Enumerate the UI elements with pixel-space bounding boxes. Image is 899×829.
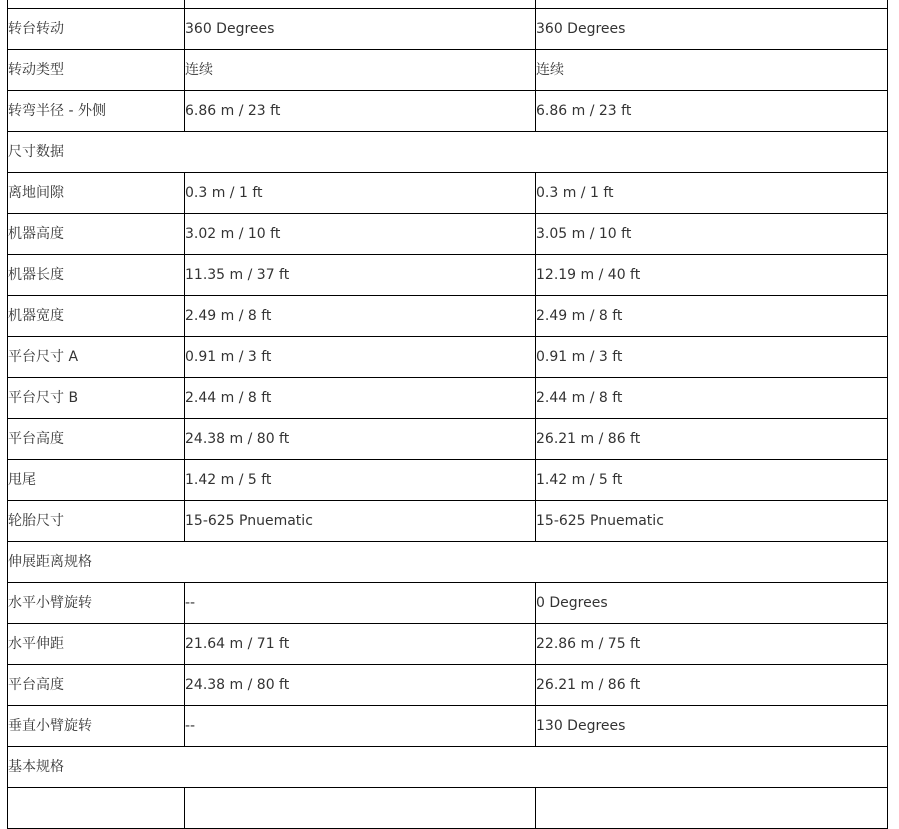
spec-label: 平台尺寸 B bbox=[8, 378, 185, 419]
section-header-row bbox=[8, 542, 888, 583]
spec-label: 水平小臂旋转 bbox=[8, 583, 185, 624]
spec-value-model-1: 24.38 m / 80 ft bbox=[185, 419, 536, 460]
spec-value-model-2: 0.91 m / 3 ft bbox=[536, 337, 888, 378]
spec-row bbox=[8, 583, 888, 624]
spec-value-model-1 bbox=[185, 0, 536, 9]
spec-value-model-2: 3.05 m / 10 ft bbox=[536, 214, 888, 255]
spec-value-model-1: 0.3 m / 1 ft bbox=[185, 173, 536, 214]
spec-label: 转动类型 bbox=[8, 50, 185, 91]
spec-value-model-2: 15-625 Pnuematic bbox=[536, 501, 888, 542]
spec-value-model-2: 6.86 m / 23 ft bbox=[536, 91, 888, 132]
spec-value-model-2: 连续 bbox=[536, 50, 888, 91]
spec-label bbox=[8, 788, 185, 829]
section-title: 尺寸数据 bbox=[8, 132, 888, 173]
section-title: 伸展距离规格 bbox=[8, 542, 888, 583]
spec-row bbox=[8, 460, 888, 501]
spec-value-model-1: 11.35 m / 37 ft bbox=[185, 255, 536, 296]
spec-value-model-1: 3.02 m / 10 ft bbox=[185, 214, 536, 255]
spec-row bbox=[8, 173, 888, 214]
spec-label: 轮胎尺寸 bbox=[8, 501, 185, 542]
spec-label: 平台高度 bbox=[8, 665, 185, 706]
spec-value-model-2: 0 Degrees bbox=[536, 583, 888, 624]
spec-row bbox=[8, 296, 888, 337]
spec-row bbox=[8, 788, 888, 829]
spec-value-model-1: 2.44 m / 8 ft bbox=[185, 378, 536, 419]
spec-row bbox=[8, 419, 888, 460]
spec-label: 离地间隙 bbox=[8, 173, 185, 214]
section-title: 基本规格 bbox=[8, 747, 888, 788]
spec-value-model-1: 360 Degrees bbox=[185, 9, 536, 50]
section-header-row bbox=[8, 132, 888, 173]
spec-value-model-2: 2.49 m / 8 ft bbox=[536, 296, 888, 337]
spec-label: 转台转动 bbox=[8, 9, 185, 50]
spec-label bbox=[8, 0, 185, 9]
spec-label: 平台高度 bbox=[8, 419, 185, 460]
spec-row bbox=[8, 255, 888, 296]
spec-value-model-1: -- bbox=[185, 706, 536, 747]
spec-row bbox=[8, 0, 888, 9]
spec-label: 机器宽度 bbox=[8, 296, 185, 337]
spec-value-model-1 bbox=[185, 788, 536, 829]
spec-row bbox=[8, 214, 888, 255]
spec-value-model-2: 1.42 m / 5 ft bbox=[536, 460, 888, 501]
spec-value-model-2: 22.86 m / 75 ft bbox=[536, 624, 888, 665]
spec-label: 水平伸距 bbox=[8, 624, 185, 665]
spec-row bbox=[8, 706, 888, 747]
spec-table-body bbox=[8, 0, 888, 829]
spec-value-model-2 bbox=[536, 788, 888, 829]
spec-value-model-2: 2.44 m / 8 ft bbox=[536, 378, 888, 419]
spec-value-model-2: 26.21 m / 86 ft bbox=[536, 419, 888, 460]
spec-row bbox=[8, 50, 888, 91]
spec-label: 机器长度 bbox=[8, 255, 185, 296]
spec-row bbox=[8, 9, 888, 50]
spec-value-model-1: 0.91 m / 3 ft bbox=[185, 337, 536, 378]
spec-label: 机器高度 bbox=[8, 214, 185, 255]
section-header-row bbox=[8, 747, 888, 788]
spec-label: 平台尺寸 A bbox=[8, 337, 185, 378]
spec-label: 转弯半径 - 外侧 bbox=[8, 91, 185, 132]
spec-value-model-1: 15-625 Pnuematic bbox=[185, 501, 536, 542]
spec-value-model-2: 360 Degrees bbox=[536, 9, 888, 50]
spec-value-model-1: 2.49 m / 8 ft bbox=[185, 296, 536, 337]
spec-row bbox=[8, 91, 888, 132]
spec-comparison-table bbox=[7, 0, 888, 829]
spec-value-model-1: 6.86 m / 23 ft bbox=[185, 91, 536, 132]
spec-value-model-1: -- bbox=[185, 583, 536, 624]
spec-label: 垂直小臂旋转 bbox=[8, 706, 185, 747]
spec-value-model-2: 130 Degrees bbox=[536, 706, 888, 747]
spec-value-model-1: 24.38 m / 80 ft bbox=[185, 665, 536, 706]
spec-value-model-2: 0.3 m / 1 ft bbox=[536, 173, 888, 214]
spec-value-model-1: 21.64 m / 71 ft bbox=[185, 624, 536, 665]
spec-value-model-1: 连续 bbox=[185, 50, 536, 91]
spec-row bbox=[8, 665, 888, 706]
spec-row bbox=[8, 378, 888, 419]
spec-value-model-2: 26.21 m / 86 ft bbox=[536, 665, 888, 706]
spec-value-model-2 bbox=[536, 0, 888, 9]
spec-label: 甩尾 bbox=[8, 460, 185, 501]
spec-row bbox=[8, 337, 888, 378]
spec-value-model-1: 1.42 m / 5 ft bbox=[185, 460, 536, 501]
spec-row bbox=[8, 624, 888, 665]
spec-row bbox=[8, 501, 888, 542]
spec-value-model-2: 12.19 m / 40 ft bbox=[536, 255, 888, 296]
